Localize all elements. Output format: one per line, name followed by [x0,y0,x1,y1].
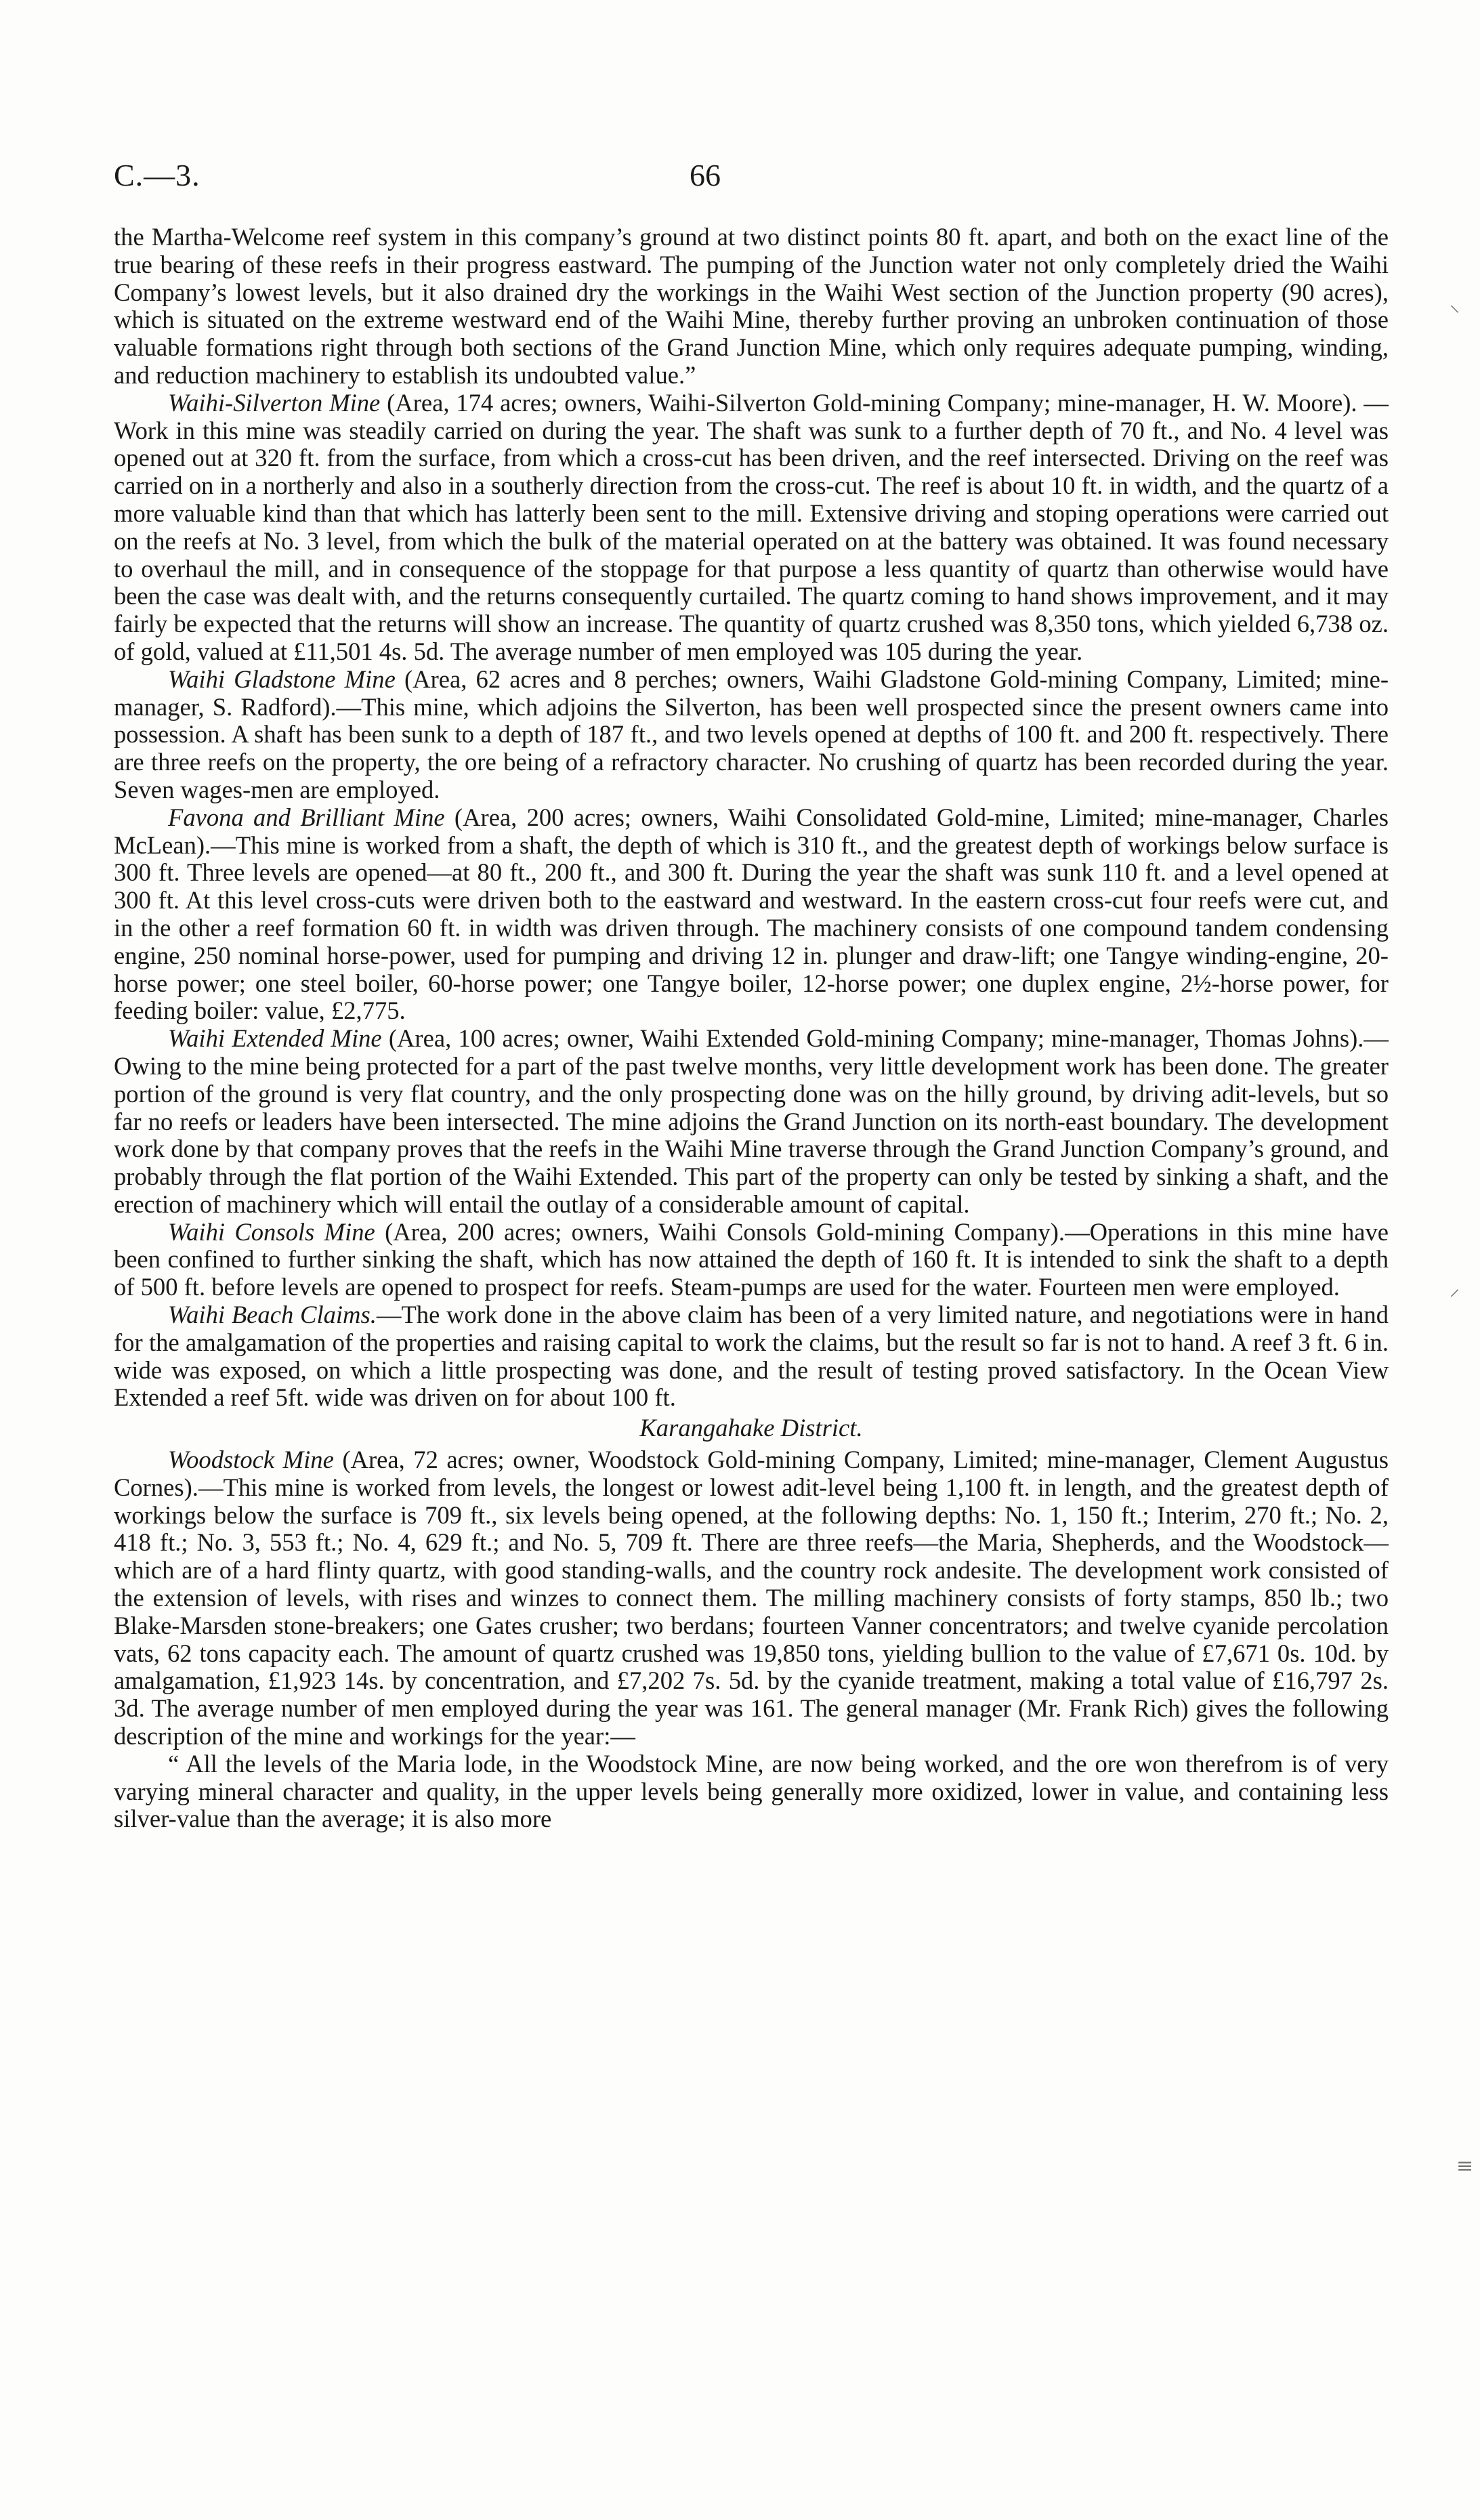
paragraph-waihi-beach: Waihi Beach Claims.—The work done in the above claim has been of a very limited nature, and negotiations were in hand for the amalgamation of the properties and raising capital to work the claims, but the result so far is not to hand. A reef 3 ft. 6 in. wide was exposed, on which a little prospecting was done, and the result of testing proved satisfactory. In the Ocean View Extended a reef 5ft. wide was driven on for about 100 ft. [114,1301,1389,1412]
mine-name: Waihi Extended Mine [168,1024,382,1053]
paragraph-junction-quote-end: the Martha-Welcome reef system in this company’s ground at two distinct points 80 ft. apart, and both on the exact line of the true bearing of these reefs in their progress eastward. The pumping of the Junction water not only completely dried the Waihi Company’s lowest levels, but it also drained dry the workings in the Waihi West section of the Junction property (90 acres), which is situated on the extreme westward end of the Waihi Mine, thereby further proving an unbroken continuation of those valuable formations right through both sections of the Grand Junction Mine, which only requires adequate pumping, winding, and reduction machinery to establish its undoubted value.” [114,223,1389,389]
mine-name: Waihi Beach Claims. [168,1301,377,1329]
paragraph-favona-brilliant: Favona and Brilliant Mine (Area, 200 acres; owners, Waihi Consolidated Gold-mine, Limited; mine-manager, Charles McLean).—This mine is worked from a shaft, the depth of which is 310 ft., and the greatest depth of workings below surface is 300 ft. Three levels are opened—at 80 ft., 200 ft., and 300 ft. During the year the shaft was sunk 110 ft. and a level opened at 300 ft. At this level cross-cuts were driven both to the eastward and westward. In the eastern cross-cut four reefs were cut, and in the other a reef formation 60 ft. in width was driven through. The machinery consists of one compound tandem condensing engine, 250 nominal horse-power, used for pumping and driving 12 in. plunger and draw-lift; one Tangye winding-engine, 20-horse power; one steel boiler, 60-horse power; one Tangye boiler, 12-horse power; one duplex engine, 2½-horse power, for feeding boiler: value, £2,775. [114,803,1389,1025]
paragraph-waihi-extended: Waihi Extended Mine (Area, 100 acres; owner, Waihi Extended Gold-mining Company; mine-manager, Thomas Johns).—Owing to the mine being protected for a part of the past twelve months, very little development work has been done. The greater portion of the ground is very flat country, and the only prospecting done was on the hilly ground, by driving adit-levels, but so far no reefs or leaders have been intersected. The mine adjoins the Grand Junction on its north-east boundary. The development work done by that company proves that the reefs in the Waihi Mine traverse through the Grand Junction Company’s ground, and probably through the flat portion of the Waihi Extended. This part of the property can only be tested by sinking a shaft, and the erection of machinery which will entail the outlay of a considerable amount of capital. [114,1024,1389,1218]
paragraph-woodstock-quote: “ All the levels of the Maria lode, in the Woodstock Mine, are now being worked, and the ore won therefrom is of very varying mineral character and quality, in the upper levels being generally more oxidized, lower in value, and containing less silver-value than the average; it is also more [114,1749,1389,1833]
mine-name: Favona and Brilliant Mine [168,803,445,831]
mine-name: Waihi Gladstone Mine [168,665,396,693]
paragraph-waihi-silverton: Waihi-Silverton Mine (Area, 174 acres; owners, Waihi-Silverton Gold-mining Company; mine-manager, H. W. Moore). — Work in this mine was steadily carried on during the year. The shaft was sunk to a further depth of 70 ft., and No. 4 level was opened out at 320 ft. from the surface, from which a cross-cut has been driven, and the reef intersected. Driving on the reef was carried on in a northerly and also in a southerly direction from the cross-cut. The reef is about 10 ft. in width, and the quartz of a more valuable kind than that which has latterly been sent to the mill. Extensive driving and stoping operations were carried out on the reefs at No. 3 level, from which the bulk of the material operated on at the battery was obtained. It was found necessary to overhaul the mill, and in consequence of the stoppage for that purpose a less quantity of quartz than otherwise would have been the case was dealt with, and the returns consequently curtailed. The quartz coming to hand shows improvement, and it may fairly be expected that the returns will show an increase. The quantity of quartz crushed was 8,350 tons, which yielded 6,738 oz. of gold, valued at £11,501 4s. 5d. The average number of men employed was 105 during the year. [114,388,1389,665]
page-header [114,157,1389,205]
mine-name: Waihi-Silverton Mine [168,388,381,417]
mine-name: Waihi Consols Mine [168,1217,375,1246]
margin-mark: ≡ [1456,2154,1474,2178]
section-heading: Karangahake District. [639,1414,863,1442]
margin-mark: ⸌ [1450,301,1460,325]
paragraph-woodstock: Woodstock Mine (Area, 72 acres; owner, Woodstock Gold-mining Company, Limited; mine-manager, Clement Augustus Cornes).—This mine is worked from levels, the longest or lowest adit-level being 1,100 ft. in length, and the greatest depth of workings below the surface is 709 ft., six levels being opened, at the following depths: No. 1, 150 ft.; Interim, 270 ft.; No. 2, 418 ft.; No. 3, 553 ft.; No. 4, 629 ft.; and No. 5, 709 ft. There are three reefs—the Maria, Shepherds, and the Woodstock—which are of a hard flinty quartz, with good standing-walls, and the country rock andesite. The development work consisted of the extension of levels, with rises and winzes to connect them. The milling machinery consists of forty stamps, 850 lb.; two Blake-Marsden stone-breakers; one Gates crusher; two berdans; fourteen Vanner concentrators; and twelve cyanide percolation vats, 62 tons capacity each. The amount of quartz crushed was 19,850 tons, yielding bullion to the value of £7,671 0s. 10d. by amalgamation, £1,923 14s. by concentration, and £7,202 7s. 5d. by the cyanide treatment, making a total value of £16,797 2s. 3d. The average number of men employed during the year was 161. The general manager (Mr. Frank Rich) gives the following description of the mine and workings for the year:— [114,1446,1389,1750]
paragraph-waihi-gladstone: Waihi Gladstone Mine (Area, 62 acres and 8 perches; owners, Waihi Gladstone Gold-mining Company, Limited; mine-manager, S. Radford).—This mine, which adjoins the Silverton, has been well prospected since the present owners came into possession. A shaft has been sunk to a depth of 187 ft., and two levels opened at depths of 100 ft. and 200 ft. respectively. There are three reefs on the property, the ore being of a refractory character. No crushing of quartz has been recorded during the year. Seven wages-men are employed. [114,665,1389,803]
page-number: 66 [690,158,721,192]
document-id: C.—3. [114,158,200,192]
mine-name: Woodstock Mine [168,1446,334,1474]
paragraph-waihi-consols: Waihi Consols Mine (Area, 200 acres; owners, Waihi Consols Gold-mining Company).—Operations in this mine have been confined to further sinking the shaft, which has now attained the depth of 160 ft. It is intended to sink the shaft to a depth of 500 ft. before levels are opened to prospect for reefs. Steam-pumps are used for the water. Fourteen men were employed. [114,1217,1389,1301]
document-body [114,224,1389,1833]
margin-mark: ⸝ [1450,1277,1460,1301]
